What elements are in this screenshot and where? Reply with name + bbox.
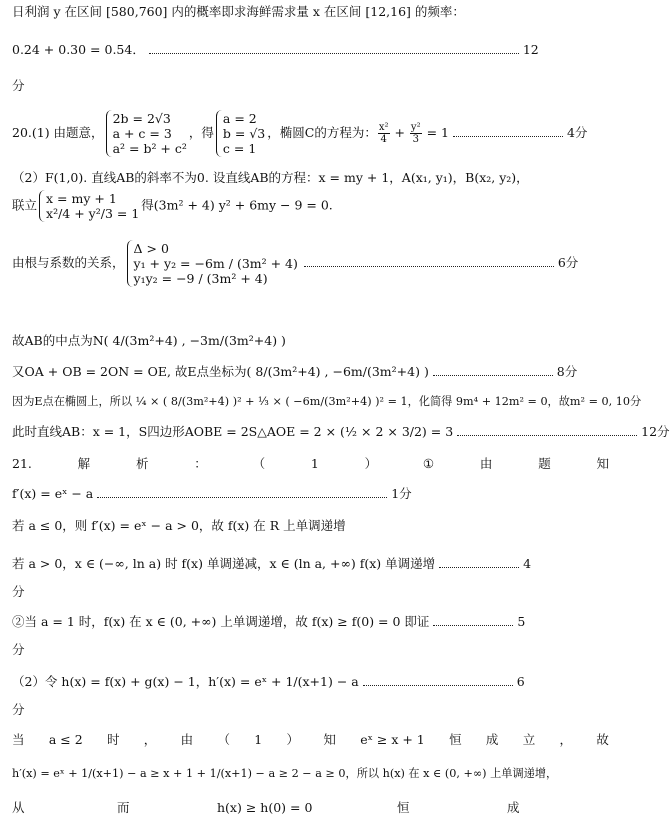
line-case-a-le-0: 若 a ≤ 0，则 f′(x) = eˣ − a > 0，故 f(x) 在 R 上单调递增 [12, 518, 346, 533]
on-ellipse-text: 因为E点在椭圆上，所以 ¼ × ( 8/(3m²+4) )² + ⅓ × ( −6m/(3m²+4) )² = 1，化简得 9m⁴ + 12m² = 0，故m² = 0, [12, 395, 613, 408]
line-midpoint: 故AB的中点为N( 4/(3m²+4) , −3m/(3m²+4) ) [12, 333, 286, 348]
line-h-inequality: h′(x) = eˣ + 1/(x+1) − a ≥ x + 1 + 1/(x+1) − a ≥ 2 − a ≥ 0，所以 h(x) 在 x ∈ (0, +∞) 上单调递增， [12, 767, 558, 780]
when-word: 1 [254, 732, 263, 747]
vieta-row: Δ > 0 [133, 241, 169, 256]
lianli-row: x = my + 1 [46, 191, 117, 206]
line-area [12, 424, 670, 440]
q20-ellipse-label: ，椭圆C的方程为： [267, 125, 377, 140]
line-fen-1: 分 [12, 584, 25, 599]
last-word: 而 [117, 800, 130, 815]
frac-num: y² [410, 122, 421, 133]
line-case-a-eq-1 [12, 614, 603, 630]
leader-dots [149, 53, 519, 54]
q21-word: 题 [538, 456, 551, 471]
sys1-row: 2b = 2√3 [112, 111, 171, 126]
frac-num: x² [378, 122, 389, 133]
score-12: 12 [522, 42, 539, 57]
line-lianli [12, 190, 603, 222]
q21-word: 解 [77, 456, 91, 471]
last-word: 恒 [397, 800, 410, 815]
line-q20-part1 [12, 110, 603, 157]
leader-dots [439, 567, 519, 568]
lianli-result: 得(3m² + 4) y² + 6my − 9 = 0. [141, 197, 333, 213]
line-fen-3: 分 [12, 702, 25, 717]
eq-tail: = 1 [422, 125, 449, 140]
line-when-a-le-2 [12, 732, 609, 748]
case2-text: 若 a > 0，x ∈ (−∞, ln a) 时 f(x) 单调递减，x ∈ (ln a, +∞) f(x) 单调递增 [12, 556, 436, 571]
lianli-row: x²/4 + y²/3 = 1 [46, 206, 140, 221]
equation-system-2 [216, 110, 265, 157]
lianli-system [39, 190, 139, 222]
when-word: 故 [596, 732, 609, 747]
vieta-row: y₁ + y₂ = −6m / (3m² + 4) [133, 256, 298, 271]
q21-word: 1 [310, 456, 319, 471]
sys2-row: a = 2 [222, 111, 257, 126]
line-derivative [12, 486, 603, 502]
leader-dots [433, 375, 553, 376]
when-word: 时 [106, 732, 120, 747]
when-word: ， [559, 732, 573, 747]
sum-text: 0.24 + 0.30 = 0.54． [12, 42, 145, 57]
leader-dots [433, 625, 513, 626]
last-word: 成 [507, 800, 520, 815]
when-word: （ [217, 732, 230, 747]
when-word: a ≤ 2 [48, 732, 83, 747]
score-4b: 4 [523, 556, 532, 571]
line-on-ellipse [12, 394, 642, 410]
q21-word: ① [422, 456, 435, 471]
frac-y2-3 [410, 122, 422, 145]
when-word: 当 [12, 732, 25, 747]
q21-word: （ [252, 456, 266, 471]
when-word: ） [286, 732, 300, 747]
score-8: 8分 [556, 364, 578, 379]
score-12b: 12分 [641, 424, 670, 439]
last-word: h(x) ≥ h(0) = 0 [217, 800, 313, 815]
derivative-text: f′(x) = eˣ − a [12, 486, 94, 501]
last-word: 从 [12, 800, 25, 815]
sys1-row: a² = b² + c² [112, 141, 187, 156]
when-word: 成 [485, 732, 499, 747]
leader-dots [97, 497, 387, 498]
area-text: 此时直线AB：x = 1，S四边形AOBE = 2S△AOE = 2 × (½ × 2 × 3/2) = 3 [12, 424, 454, 439]
when-word: 立 [522, 732, 536, 747]
leader-dots [363, 685, 513, 686]
plus: + [390, 125, 409, 140]
frac-den: 3 [412, 134, 419, 145]
line-q20-part2: （2）F(1,0). 直线AB的斜率不为0. 设直线AB的方程：x = my + 1，A(x₁, y₁)，B(x₂, y₂)， [12, 170, 529, 185]
when-word: eˣ ≥ x + 1 [360, 732, 425, 747]
when-word: 知 [323, 732, 336, 747]
line-case-a-gt-0 [12, 556, 603, 572]
vieta-label: 由根与系数的关系， [12, 255, 125, 270]
line-fen-2: 分 [12, 642, 25, 657]
score-6b: 6 [516, 674, 525, 689]
score-6: 6分 [557, 255, 579, 270]
leader-dots [457, 435, 637, 436]
q21-word: ） [364, 456, 378, 471]
line-vieta [12, 240, 603, 287]
line-fen: 分 [12, 78, 25, 93]
score-10: 10分 [615, 395, 642, 408]
leader-dots [304, 266, 554, 267]
leader-dots [453, 136, 563, 137]
line-h-def [12, 674, 603, 690]
sys2-row: c = 1 [222, 141, 257, 156]
q20-get: ，得 [188, 125, 214, 140]
line-q21-header [12, 456, 609, 472]
q20-intro: 20.(1) 由题意， [12, 125, 104, 140]
q21-word: ： [194, 456, 207, 471]
h-def-text: （2）令 h(x) = f(x) + g(x) − 1，h′(x) = eˣ + 1/(x+1) − a [12, 674, 359, 689]
line-vector-e [12, 364, 603, 380]
q21-word: 知 [596, 456, 609, 471]
when-word: 由 [180, 732, 194, 747]
line-probability: 日利润 y 在区间 [580,760] 内的概率即求海鲜需求量 x 在区间 [12,16] 的频率： [12, 4, 465, 19]
score-1: 1分 [391, 486, 412, 501]
sys1-row: a + c = 3 [112, 126, 172, 141]
q21-word: 21. [12, 456, 32, 471]
case3-text: ②当 a = 1 时，f(x) 在 x ∈ (0, +∞) 上单调递增，故 f(x) ≥ f(0) = 0 即证 [12, 614, 430, 629]
sys2-row: b = √3 [222, 126, 266, 141]
lianli-label: 联立 [12, 197, 38, 213]
vieta-system [127, 240, 298, 287]
score-4: 4分 [566, 125, 588, 140]
score-5: 5 [517, 614, 526, 629]
vector-e-text: 又OA + OB = 2ON = OE, 故E点坐标为( 8/(3m²+4) , −6m/(3m²+4) ) [12, 364, 429, 379]
when-word: ， [143, 732, 157, 747]
when-word: 恒 [449, 732, 462, 747]
q21-word: 析 [135, 456, 149, 471]
line-sum [12, 42, 603, 58]
frac-x2-4 [378, 122, 390, 145]
equation-system-1 [106, 110, 187, 157]
vieta-row: y₁y₂ = −9 / (3m² + 4) [133, 271, 268, 286]
q21-word: 由 [479, 456, 493, 471]
frac-den: 4 [380, 134, 387, 145]
